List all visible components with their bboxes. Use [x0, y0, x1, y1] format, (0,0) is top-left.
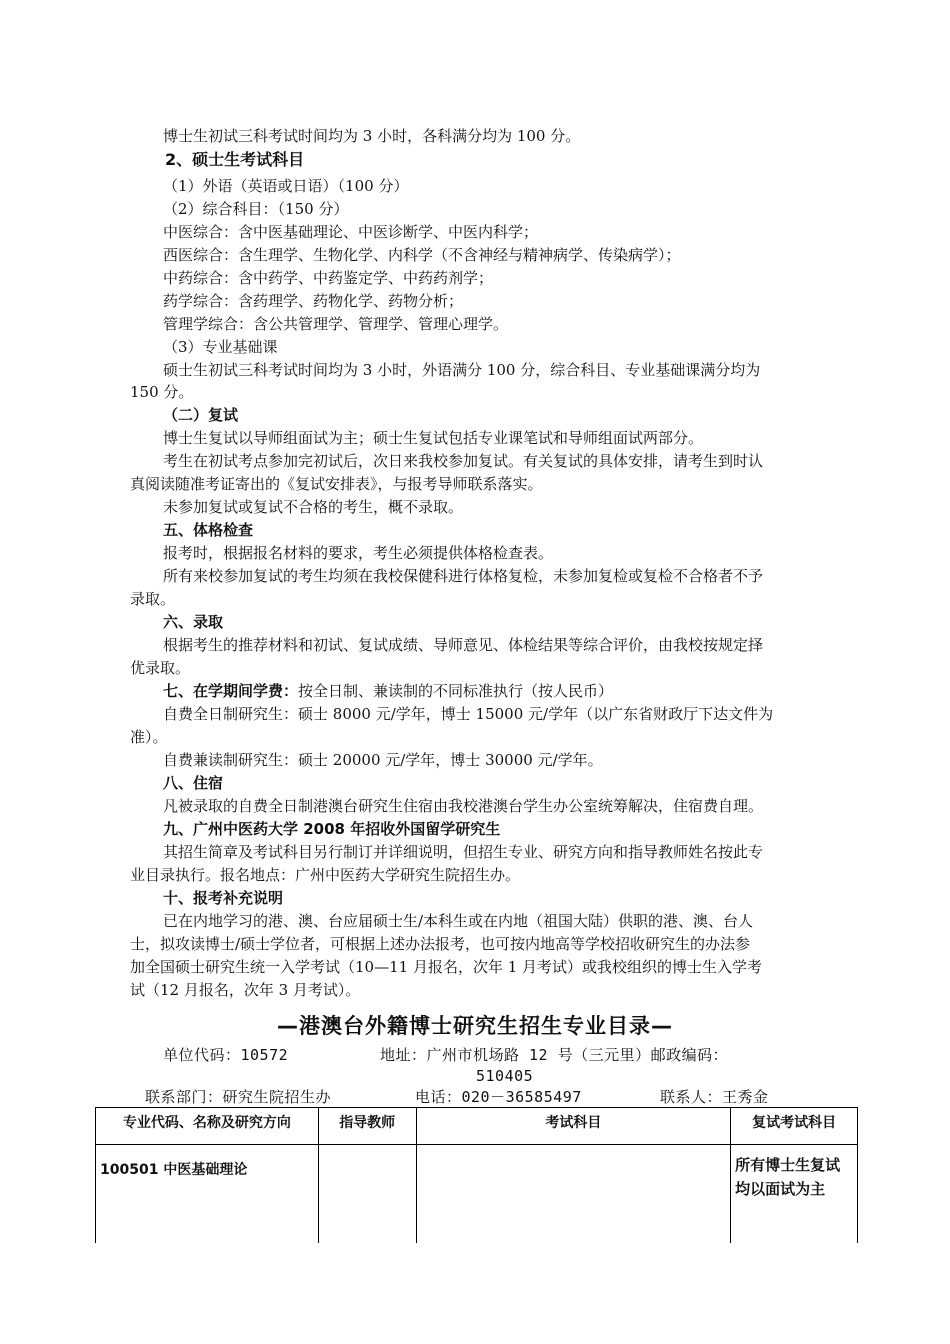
phone: 电话：020－36585497 [415, 1088, 582, 1106]
header-major: 专业代码、名称及研究方向 [96, 1108, 319, 1145]
text-line: 博士生复试以导师组面试为主；硕士生复试包括专业课笔试和导师组面试两部分。 [163, 429, 704, 447]
text-line: 自费全日制研究生：硕士 8000 元/学年，博士 15000 元/学年（以广东省财政厅下达文件为 [163, 705, 774, 723]
text-line: 150 分。 [130, 383, 194, 401]
catalog-table [95, 1107, 858, 1243]
text-line: 考生在初试考点参加完初试后，次日来我校参加复试。有关复试的具体安排，请考生到时认 [163, 452, 764, 470]
header-advisor: 指导教师 [318, 1108, 416, 1145]
section-heading: 2、硕士生考试科目 [165, 150, 305, 169]
text-line: 根据考生的推荐材料和初试、复试成绩、导师意见、体检结果等综合评价，由我校按规定择 [163, 636, 764, 654]
text-line: 自费兼读制研究生：硕士 20000 元/学年，博士 30000 元/学年。 [163, 751, 603, 769]
text-line: 其招生简章及考试科目另行制订并详细说明，但招生专业、研究方向和指导教师姓名按此专 [163, 843, 764, 861]
text-line: 报考时，根据报名材料的要求，考生必须提供体格检查表。 [163, 544, 554, 562]
header-exam: 考试科目 [416, 1108, 731, 1145]
text-line: 药学综合：含药理学、药物化学、药物分析； [163, 292, 464, 310]
text-line: 试（12 月报名，次年 3 月考试）。 [130, 981, 361, 999]
section-heading: 九、广州中医药大学 2008 年招收外国留学研究生 [163, 820, 501, 838]
text-line: （3）专业基础课 [163, 338, 278, 356]
exam-cell [416, 1145, 731, 1244]
text-line: （1）外语（英语或日语）（100 分） [163, 177, 409, 195]
text-line: 真阅读随准考证寄出的《复试安排表》，与报考导师联系落实。 [130, 475, 543, 493]
text-line: 凡被录取的自费全日制港澳台研究生住宿由我校港澳台学生办公室统筹解决，住宿费自理。 [163, 797, 764, 815]
table-header-row [96, 1108, 858, 1145]
text-line: 博士生初试三科考试时间均为 3 小时，各科满分均为 100 分。 [163, 127, 581, 145]
text-line: 录取。 [130, 590, 176, 608]
text-line: 中药综合：含中药学、中药鉴定学、中药药剂学； [163, 269, 494, 287]
header-retest: 复试考试科目 [731, 1108, 858, 1145]
text-line: 准）。 [130, 728, 168, 746]
text-line: 按全日制、兼读制的不同标准执行（按人民币） [298, 682, 614, 700]
text-line: 所有来校参加复试的考生均须在我校保健科进行体格复检，未参加复检或复检不合格者不予 [163, 567, 764, 585]
major-cell: 100501 中医基础理论 [96, 1145, 319, 1244]
catalog-title: —港澳台外籍博士研究生招生专业目录— [277, 1014, 673, 1038]
text-line: 管理学综合：含公共管理学、管理学、管理心理学。 [163, 315, 509, 333]
contact-person: 联系人：王秀金 [660, 1088, 769, 1106]
text-line: 硕士生初试三科考试时间均为 3 小时，外语满分 100 分，综合科目、专业基础课满分均为 [163, 361, 761, 379]
table-row [96, 1145, 858, 1244]
text-line: 业目录执行。报名地点：广州中医药大学研究生院招生办。 [130, 866, 521, 884]
text-line: 士，拟攻读博士/硕士学位者，可根据上述办法报考，也可按内地高等学校招收研究生的办法参 [130, 935, 751, 953]
section-heading: 十、报考补充说明 [163, 889, 284, 907]
section-heading: （二）复试 [163, 406, 239, 424]
text-line: 已在内地学习的港、澳、台应届硕士生/本科生或在内地（祖国大陆）供职的港、澳、台人 [163, 912, 754, 930]
address: 地址：广州市机场路 12 号（三元里）邮政编码： [380, 1046, 729, 1064]
text-line: 西医综合：含生理学、生物化学、内科学（不含神经与精神病学、传染病学）； [163, 246, 681, 264]
section-heading: 五、体格检查 [163, 521, 254, 539]
retest-cell: 所有博士生复试均以面试为主 [731, 1145, 858, 1244]
postcode: 510405 [476, 1067, 534, 1085]
text-line: 加全国硕士研究生统一入学考试（10—11 月报名，次年 1 月考试）或我校组织的博士生入学考 [130, 958, 763, 976]
unit-code: 单位代码：10572 [163, 1046, 289, 1064]
advisor-cell [318, 1145, 416, 1244]
contact-department: 联系部门：研究生院招生办 [145, 1088, 332, 1106]
text-line: 中医综合：含中医基础理论、中医诊断学、中医内科学； [163, 223, 539, 241]
section-heading: 六、录取 [163, 613, 224, 631]
section-heading: 七、在学期间学费： [163, 682, 299, 700]
text-line: 未参加复试或复试不合格的考生，概不录取。 [163, 498, 464, 516]
fee-line [163, 681, 613, 701]
text-line: 优录取。 [130, 659, 191, 677]
text-line: （2）综合科目：（150 分） [163, 200, 349, 218]
section-heading: 八、住宿 [163, 774, 224, 792]
